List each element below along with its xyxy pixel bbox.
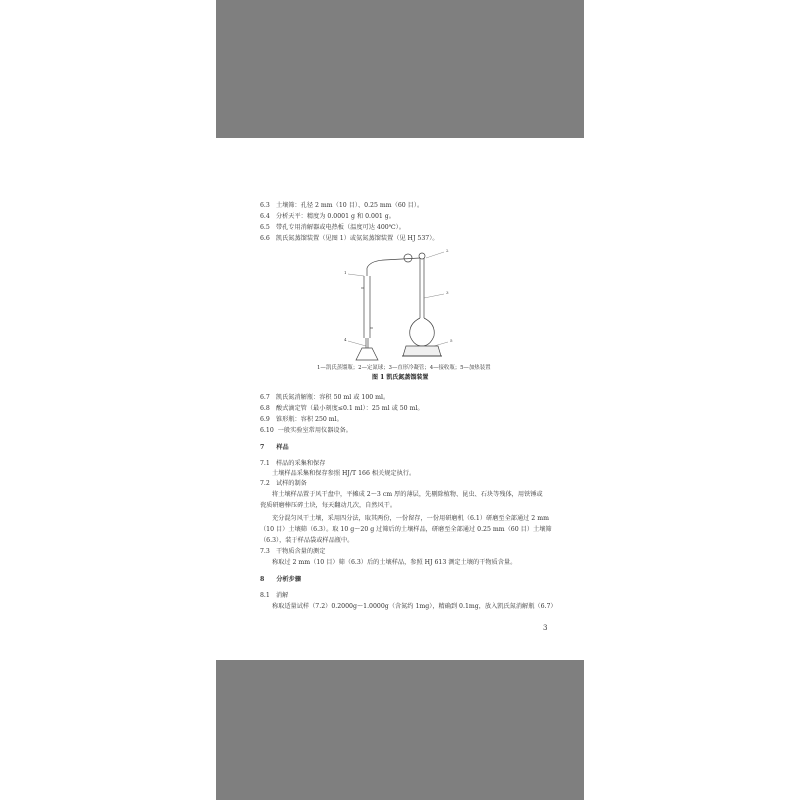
section-8-1-title: 8.1 消解 [260,592,289,599]
section-8-heading: 8 分析步骤 [260,576,302,583]
item-6-7: 6.7 凯氏氮消解瓶：容积 50 ml 或 100 ml。 [260,394,390,401]
distillation-apparatus-figure [344,246,464,362]
item-6-3: 6.3 土壤筛：孔径 2 mm（10 目）、0.25 mm（60 目）。 [260,202,424,209]
item-6-9: 6.9 锥形瓶：容积 250 ml。 [260,416,343,423]
condenser-drawing [356,268,378,360]
section-7-2-para2-line2: （10 目）土壤筛（6.3）。取 10 g～20 g 过筛后的土壤样品，研磨至全部通过 0.25 mm（60 目）土壤筛 [260,526,552,533]
item-6-4: 6.4 分析天平：精度为 0.0001 g 和 0.001 g。 [260,213,395,220]
connecting-tube-drawing [367,254,420,268]
figure-caption: 1—凯氏蒸馏瓶；2—定氮球；3—直形冷凝管；4—接收瓶；5—加热装置 [317,365,491,371]
section-7-2-title: 7.2 试样的制备 [260,480,307,487]
section-7-2-para2-line1: 充分混匀风干土壤，采用四分法，取其两份，一份留存，一份用研磨机（6.1）研磨至全部通过 2 mm [272,515,549,522]
page-number: 3 [543,624,548,632]
section-7-3-title: 7.3 干物质含量的测定 [260,548,326,555]
section-7-heading: 7 样品 [260,444,289,451]
figure-label-5: 5 [450,338,453,343]
figure-label-4: 4 [344,337,347,342]
document-page [216,138,584,660]
distillation-flask-drawing [402,253,442,356]
section-7-2-para1-line1: 将土壤样品置于风干盘中，平摊成 2～3 cm 厚的薄层，先剔除植物、昆虫、石块等残体，用铁锤或 [272,491,543,498]
item-6-8: 6.8 酸式滴定管（最小刻度≤0.1 ml）：25 ml 或 50 ml。 [260,405,424,412]
section-7-2-para1-line2: 瓷质研磨棒压碎土块，每天翻动几次，自然风干。 [260,502,397,509]
section-8-1-body: 称取适量试样（7.2）0.2000g～1.0000g（含氮约 1mg），精确到 0.1mg，放入凯氏氮消解瓶（6.7） [272,603,557,610]
section-7-1-body: 土壤样品采集和保存参照 HJ/T 166 相关规定执行。 [272,470,416,477]
item-6-10: 6.10 一般实验室常用仪器设备。 [260,427,352,434]
figure-label-1: 1 [344,270,347,275]
figure-title: 图 1 凯氏氮蒸馏装置 [372,374,429,381]
figure-label-2: 2 [446,248,449,253]
figure-label-3: 3 [446,290,449,295]
section-7-3-body: 称取过 2 mm（10 目）筛（6.3）后的土壤样品，参照 HJ 613 测定土壤的干物质含量。 [272,559,517,566]
item-6-6: 6.6 凯氏氮蒸馏装置（见图 1）或氨氮蒸馏装置（见 HJ 537）。 [260,235,439,242]
section-7-1-title: 7.1 样品的采集和保存 [260,460,326,467]
top-gray-margin [216,0,584,138]
section-7-2-para2-line3: （6.3），装于样品袋或样品瓶中。 [260,537,354,544]
item-6-5: 6.5 带孔专用消解器或电热板（温度可达 400℃）。 [260,224,405,231]
bottom-gray-margin [216,660,584,800]
figure-leader-lines [348,252,448,346]
